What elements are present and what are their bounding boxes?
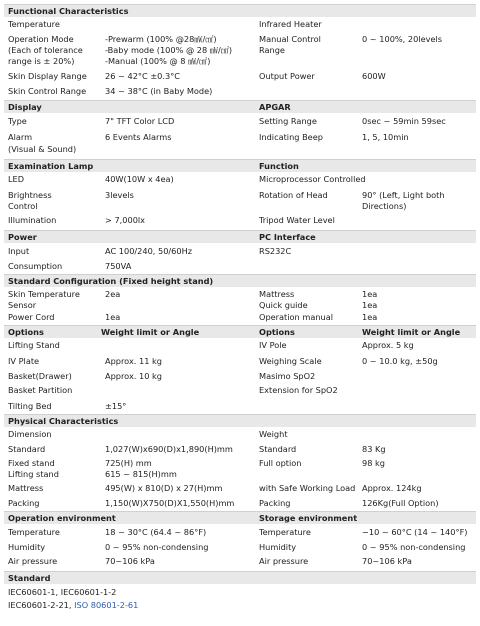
functional-label-right: Output Power bbox=[259, 71, 315, 81]
section-operation-env-title: Operation environment Storage environment bbox=[4, 511, 476, 524]
physical-label-right: Full option bbox=[259, 458, 302, 468]
display-label: Alarm bbox=[8, 132, 33, 142]
power-value: 750VA bbox=[105, 261, 132, 271]
options-title-right: Options bbox=[259, 327, 295, 337]
display-value: 6 Events Alarms bbox=[105, 132, 172, 142]
section-standard-title: Standard bbox=[4, 571, 476, 584]
display-label: (Visual & Sound) bbox=[8, 144, 77, 154]
exam-grid bbox=[4, 172, 476, 230]
section-pc-interface-title: PC Interface bbox=[259, 232, 316, 242]
section-functional-title: Functional Characteristics bbox=[4, 4, 476, 17]
config-value-right: 1ea bbox=[362, 300, 378, 310]
physical-label: Packing bbox=[8, 498, 40, 508]
display-value: 7" TFT Color LCD bbox=[105, 116, 175, 126]
functional-label: Skin Control Range bbox=[8, 86, 87, 96]
spec-sheet bbox=[4, 4, 476, 614]
section-apgar-title: APGAR bbox=[259, 102, 291, 112]
exam-label: Brightness bbox=[8, 190, 52, 200]
function-label: Tripod Water Level bbox=[259, 215, 335, 225]
config-label: Skin Temperature bbox=[8, 289, 80, 299]
option-value-right: 0 ~ 10.0 kg, ±50g bbox=[362, 356, 438, 366]
config-label: Power Cord bbox=[8, 312, 55, 322]
env-label-right: Humidity bbox=[259, 542, 297, 552]
apgar-value: 0sec ~ 59min 59sec bbox=[362, 116, 446, 126]
option-label: Lifting Stand bbox=[8, 340, 60, 350]
options-grid bbox=[4, 338, 476, 414]
display-label: Type bbox=[8, 116, 27, 126]
physical-value: 615 ~ 815(H)mm bbox=[105, 469, 177, 479]
physical-label-right: Weight bbox=[259, 429, 288, 439]
physical-value: 1,150(W)X750(D)X1,550(H)mm bbox=[105, 498, 235, 508]
option-value-right: Approx. 5 kg bbox=[362, 340, 414, 350]
env-label-right: Air pressure bbox=[259, 556, 309, 566]
env-value-right: −10 ~ 60°C (14 ~ 140°F) bbox=[362, 527, 468, 537]
functional-label-right: Manual Control bbox=[259, 34, 321, 44]
section-function-title: Function bbox=[259, 161, 299, 171]
exam-value: 3levels bbox=[105, 190, 134, 200]
option-label: Basket Partition bbox=[8, 385, 73, 395]
functional-value: 26 ~ 42°C ±0.3°C bbox=[105, 71, 181, 81]
physical-label-right: Packing bbox=[259, 498, 291, 508]
section-exam-title: Examination Lamp Function bbox=[4, 159, 476, 172]
env-value: 70~106 kPa bbox=[105, 556, 155, 566]
section-storage-env-title: Storage environment bbox=[259, 513, 358, 523]
exam-label: Illumination bbox=[8, 215, 57, 225]
functional-label-right: Infrared Heater bbox=[259, 19, 322, 29]
power-label: Input bbox=[8, 246, 30, 256]
env-value: 0 ~ 95% non-condensing bbox=[105, 542, 209, 552]
functional-value: -Prewarm (100% @28㎽/㎠) bbox=[105, 34, 217, 44]
option-value: Approx. 10 kg bbox=[105, 371, 162, 381]
physical-label: Standard bbox=[8, 444, 46, 454]
physical-label: Dimension bbox=[8, 429, 52, 439]
apgar-label: Setting Range bbox=[259, 116, 317, 126]
exam-value: 40W(10W x 4ea) bbox=[105, 174, 174, 184]
option-label-right: IV Pole bbox=[259, 340, 287, 350]
config-label-right: Mattress bbox=[259, 289, 295, 299]
standard-iec-2-21: IEC60601-2-21, bbox=[8, 600, 75, 610]
standard-line-2 bbox=[8, 600, 138, 611]
physical-label-right: Standard bbox=[259, 444, 297, 454]
config-label-right: Quick guide bbox=[259, 300, 308, 310]
env-value-right: 70~106 kPa bbox=[362, 556, 412, 566]
functional-label: Temperature bbox=[8, 19, 60, 29]
physical-label: Lifting stand bbox=[8, 469, 59, 479]
config-value-right: 1ea bbox=[362, 312, 378, 322]
functional-label: range is ± 20%) bbox=[8, 56, 75, 66]
config-label-right: Operation manual bbox=[259, 312, 334, 322]
power-grid bbox=[4, 243, 476, 274]
physical-value: 725(H) mm bbox=[105, 458, 152, 468]
exam-value: > 7,000lx bbox=[105, 215, 146, 225]
env-label: Air pressure bbox=[8, 556, 58, 566]
env-label: Temperature bbox=[8, 527, 60, 537]
power-label: Consumption bbox=[8, 261, 63, 271]
apgar-label: Indicating Beep bbox=[259, 132, 323, 142]
function-label: Microprocessor Controlled bbox=[259, 174, 366, 184]
options-weight-header-right: Weight limit or Angle bbox=[362, 327, 461, 337]
display-grid bbox=[4, 113, 476, 159]
function-value: Directions) bbox=[362, 201, 407, 211]
option-label: Tilting Bed bbox=[8, 401, 52, 411]
functional-value: -Manual (100% @ 8 ㎽/㎠) bbox=[105, 56, 211, 66]
physical-value: 1,027(W)x690(D)x1,890(H)mm bbox=[105, 444, 233, 454]
physical-value-right: 126Kg(Full Option) bbox=[362, 498, 439, 508]
config-label: Sensor bbox=[8, 300, 37, 310]
function-value: 90° (Left, Light both bbox=[362, 190, 445, 200]
functional-value: 34 ~ 38°C (in Baby Mode) bbox=[105, 86, 213, 96]
section-standard-config-title: Standard Configuration (Fixed height stand) bbox=[4, 274, 476, 287]
section-physical-title: Physical Characteristics bbox=[4, 414, 476, 427]
standard-grid bbox=[4, 584, 476, 614]
exam-label: Control bbox=[8, 201, 38, 211]
physical-value: 495(W) x 810(D) x 27(H)mm bbox=[105, 483, 223, 493]
functional-label: (Each of tolerance bbox=[8, 45, 83, 55]
functional-label-right: Range bbox=[259, 45, 285, 55]
standard-iso-link: ISO 80601-2-61 bbox=[74, 600, 139, 610]
option-label-right: Extension for SpO2 bbox=[259, 385, 338, 395]
physical-label: Fixed stand bbox=[8, 458, 55, 468]
pc-interface-value: RS232C bbox=[259, 246, 292, 256]
config-value-right: 1ea bbox=[362, 289, 378, 299]
options-weight-header: Weight limit or Angle bbox=[101, 327, 200, 337]
option-label-right: Masimo SpO2 bbox=[259, 371, 316, 381]
exam-label: LED bbox=[8, 174, 25, 184]
functional-label: Skin Display Range bbox=[8, 71, 87, 81]
section-display-title: Display APGAR bbox=[4, 100, 476, 113]
env-label: Humidity bbox=[8, 542, 46, 552]
env-value: 18 ~ 30°C (64.4 ~ 86°F) bbox=[105, 527, 207, 537]
option-value: ±15° bbox=[105, 401, 127, 411]
env-value-right: 0 ~ 95% non-condensing bbox=[362, 542, 466, 552]
physical-value-right: Approx. 124kg bbox=[362, 483, 422, 493]
power-value: AC 100/240, 50/60Hz bbox=[105, 246, 193, 256]
option-label: Basket(Drawer) bbox=[8, 371, 72, 381]
physical-label: Mattress bbox=[8, 483, 44, 493]
functional-value-right: 600W bbox=[362, 71, 386, 81]
functional-label: Operation Mode bbox=[8, 34, 74, 44]
physical-label-right: with Safe Working Load bbox=[259, 483, 356, 493]
section-options-title: Options Weight limit or Angle Options Weight limit or Angle bbox=[4, 325, 476, 338]
functional-value-right: 0 ~ 100%, 20levels bbox=[362, 34, 443, 44]
section-power-title: Power PC Interface bbox=[4, 230, 476, 243]
option-value: Approx. 11 kg bbox=[105, 356, 162, 366]
physical-grid bbox=[4, 427, 476, 511]
functional-value: -Baby mode (100% @ 28 ㎽/㎠) bbox=[105, 45, 233, 55]
env-grid bbox=[4, 524, 476, 571]
physical-value-right: 98 kg bbox=[362, 458, 385, 468]
apgar-value: 1, 5, 10min bbox=[362, 132, 409, 142]
functional-grid bbox=[4, 17, 476, 100]
option-label: IV Plate bbox=[8, 356, 40, 366]
config-value: 1ea bbox=[105, 312, 121, 322]
physical-value-right: 83 Kg bbox=[362, 444, 386, 454]
standard-config-grid bbox=[4, 287, 476, 325]
option-label-right: Weighing Scale bbox=[259, 356, 322, 366]
env-label-right: Temperature bbox=[259, 527, 311, 537]
config-value: 2ea bbox=[105, 289, 121, 299]
function-label: Rotation of Head bbox=[259, 190, 328, 200]
standard-line-1: IEC60601-1, IEC60601-1-2 bbox=[8, 587, 117, 597]
